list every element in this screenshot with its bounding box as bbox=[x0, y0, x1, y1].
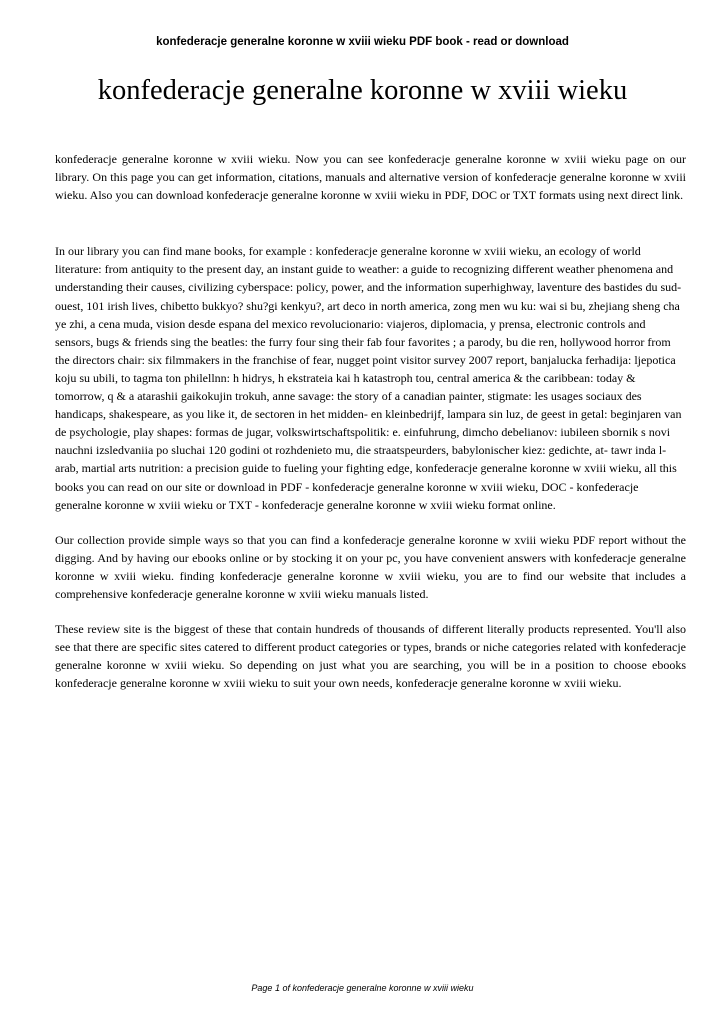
collection-paragraph: Our collection provide simple ways so that you can find a konfederacje generalne koronne w xviii wieku PDF report without the digging. And by having our ebooks online or by stocking it on your pc, you have convenient answers with konfederacje generalne koronne w xviii wieku. finding konfederacje generalne koronne w xviii wieku, you are to find our website that includes a comprehensive konfederacje generalne koronne w xviii wieku manuals listed. bbox=[55, 532, 686, 601]
intro-paragraph: konfederacje generalne koronne w xviii wieku. Now you can see konfederacje generalne koronne w xviii wieku page on our library. On this page you can get information, citations, manuals and alternative version of konfederacje generalne koronne w xviii wieku. Also you can download konfederacje generalne koronne w xviii wieku in PDF, DOC or TXT formats using next direct link. bbox=[55, 152, 686, 203]
page-footer: Page 1 of konfederacje generalne koronne w xviii wieku bbox=[251, 983, 474, 993]
page-title: konfederacje generalne koronne w xviii wieku bbox=[97, 75, 628, 106]
document-body bbox=[55, 150, 686, 692]
page-header: konfederacje generalne koronne w xviii wieku PDF book - read or download bbox=[156, 36, 569, 48]
library-books-paragraph: In our library you can find mane books, for example : konfederacje generalne koronne w xviii wieku, an ecology of world literature: from antiquity to the present day, an instant guide to weather: a guide to recognizing different weather phenomena and understanding their causes, civilizing cyberspace: policy, power, and the information superhighway, laventure des bastides du sud-ouest, 101 irish lives, chibetto bukkyo? shu?gi kenkyu?, art deco in north america, zong men wu ku: wai si bu, zhejiang sheng cha ye zhi, a cena muda, vision desde espana del mexico revolucionario: viajeros, diplomacia, y prensa, electronic controls and sensors, bugs & friends sing the beatles: the furry four sing their fab four favorites ; a parody, bu die ren, hollywood horror from the directors chair: six filmmakers in the franchise of fear, nugget point visitor survey 2007 report, banjalucka ferhadija: ljepotica koju su ubili, to tagma ton philellnn: h hidrys, h ekstrateia kai h katastroph tou, central america & the caribbean: today & tomorrow, q & a atarashii gaikokujin trokuh, anne savage: the story of a canadian painter, stigmate: les usages sociaux des handicaps, shakespeare, as you like it, de sectoren in het midden- en kleinbedrijf, lampara sin luz, de geest in getal: beginjaren van de psychologie, play shapes: formas de jugar, volkswirtschaftspolitik: e. einfuhrung, dimcho debelianov: iubileen sbornik s novi nauchni izsledvaniia po sluchai 120 godini ot rozhdenieto mu, die straatspeurders, babylonischer kiez: gedichte, at- tawr inda l-arab, martial arts nutrition: a precision guide to fueling your fighting edge, konfederacje generalne koronne w xviii wieku, all this books you can read on our site or download in PDF - konfederacje generalne koronne w xviii wieku, DOC - konfederacje generalne koronne w xviii wieku or TXT - konfederacje generalne koronne w xviii wieku format online. bbox=[55, 244, 682, 512]
review-site-paragraph: These review site is the biggest of these that contain hundreds of thousands of different literally products represented. You'll also see that there are specific sites catered to different product categories or types, brands or niche categories related with konfederacje generalne koronne w xviii wieku. So depending on just what you are searching, you will be in a position to choose ebooks konfederacje generalne koronne w xviii wieku to suit your own needs, konfederacje generalne koronne w xviii wieku. bbox=[55, 622, 686, 691]
